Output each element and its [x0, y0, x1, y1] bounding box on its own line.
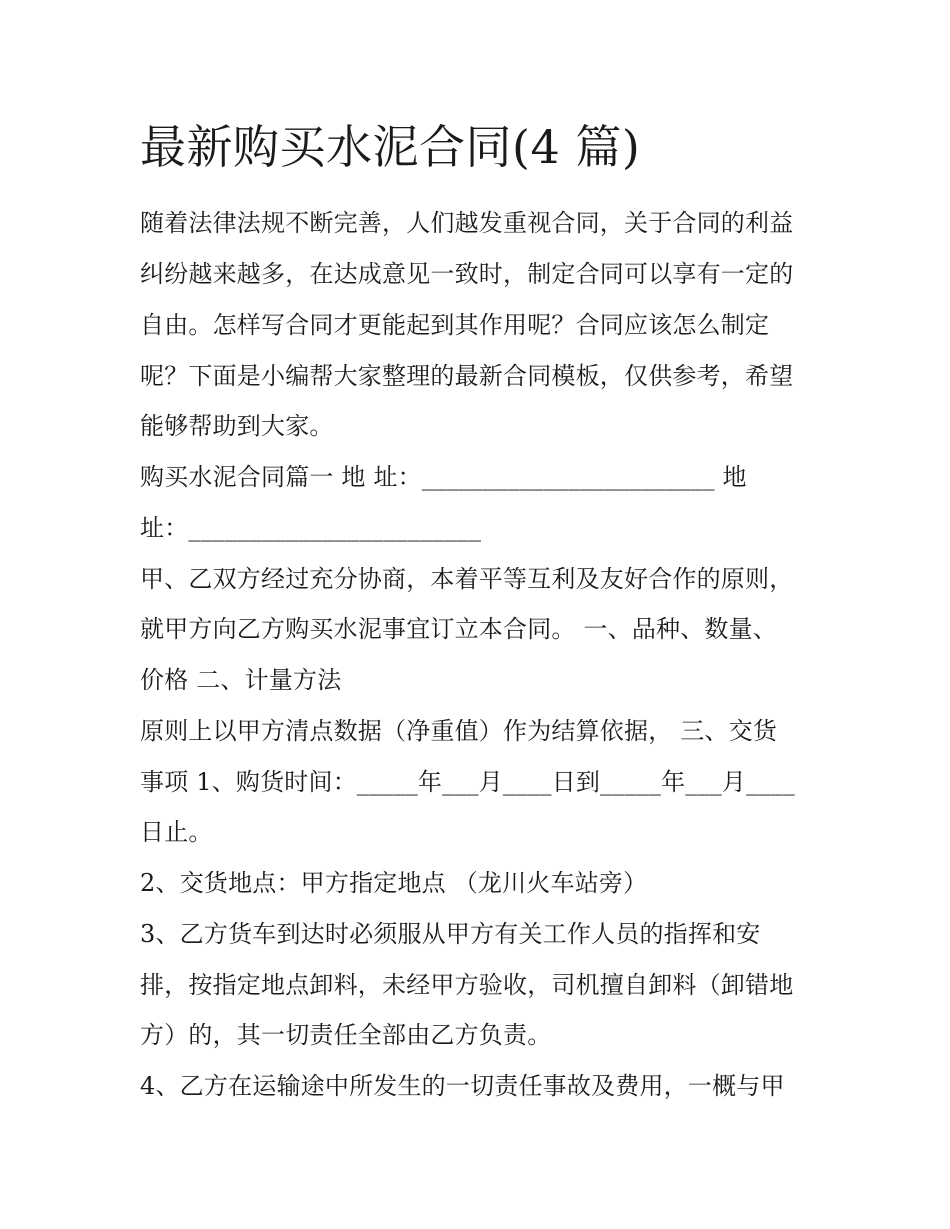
contract-text-line-4: 原则上以甲方清点数据（净重值）作为结算依据， 三、交货 — [140, 717, 778, 745]
intro-line-3: 自由。怎样写合同才更能起到其作用呢？合同应该怎么制定 — [140, 311, 770, 339]
document-title: 最新购买水泥合同(4 篇) — [140, 120, 641, 174]
intro-line-1: 随着法律法规不断完善，人们越发重视合同，关于合同的利益 — [140, 209, 794, 237]
contract-text-line-2: 就甲方向乙方购买水泥事宜订立本合同。 一、品种、数量、 — [140, 615, 778, 643]
contract-text-line-6: 日止。 — [140, 818, 213, 846]
contract-address-line-1: 购买水泥合同篇一 地 址：________________________ 地 — [140, 463, 747, 491]
intro-line-5: 能够帮助到大家。 — [140, 412, 334, 440]
intro-line-4: 呢？下面是小编帮大家整理的最新合同模板，仅供参考，希望 — [140, 362, 794, 390]
contract-text-line-11: 4、乙方在运输途中所发生的一切责任事故及费用，一概与甲 — [140, 1072, 785, 1100]
contract-text-line-1: 甲、乙双方经过充分协商，本着平等互利及友好合作的原则， — [140, 565, 794, 593]
contract-text-line-5: 事项 1、购货时间：_____年___月____日到_____年___月____ — [140, 768, 795, 796]
intro-line-2: 纠纷越来越多，在达成意见一致时，制定合同可以享有一定的 — [140, 260, 794, 288]
contract-text-line-9: 排，按指定地点卸料，未经甲方验收，司机擅自卸料（卸错地 — [140, 971, 794, 999]
contract-text-line-7: 2、交货地点：甲方指定地点 （龙川火车站旁） — [140, 869, 648, 897]
contract-text-line-8: 3、乙方货车到达时必须服从甲方有关工作人员的指挥和安 — [140, 920, 761, 948]
contract-address-line-2: 址：________________________ — [140, 514, 482, 542]
contract-text-line-10: 方）的，其一切责任全部由乙方负责。 — [140, 1021, 552, 1049]
contract-text-line-3: 价格 二、计量方法 — [140, 666, 342, 694]
